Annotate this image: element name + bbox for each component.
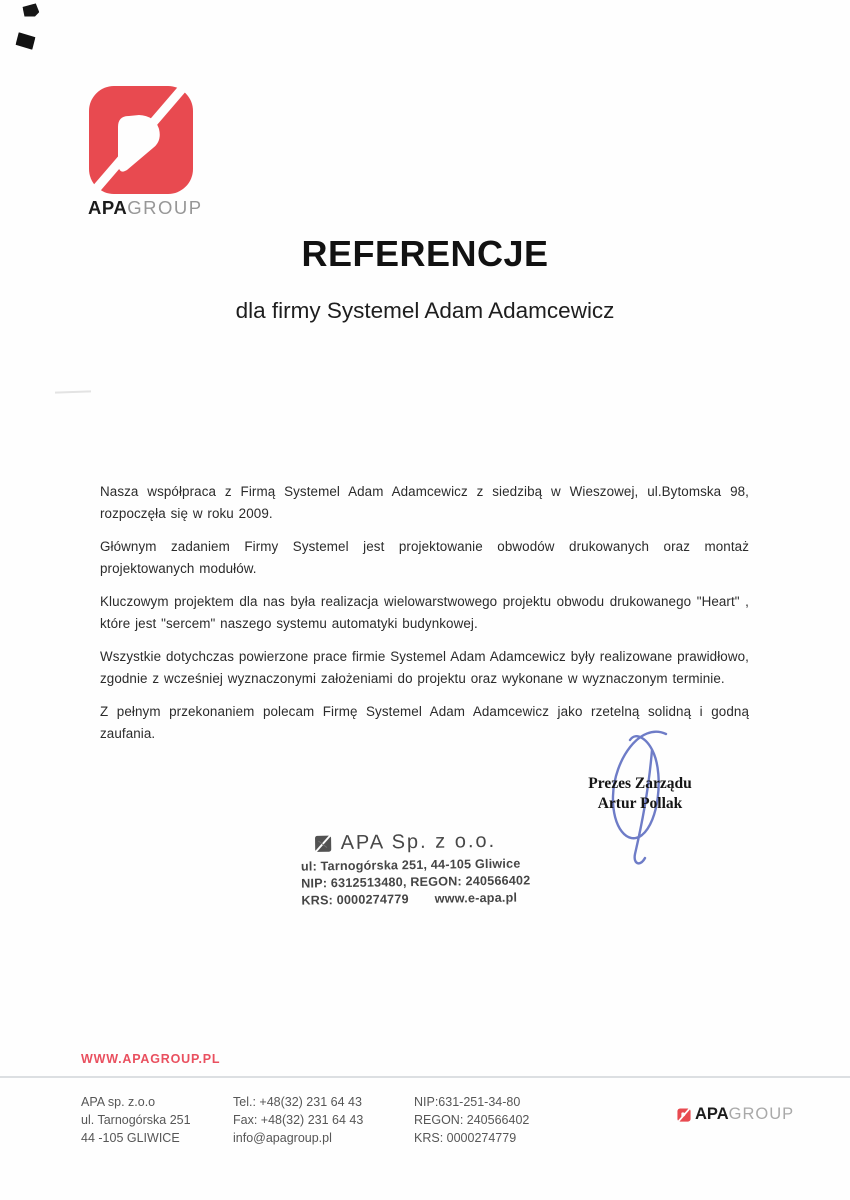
footer-website: WWW.APAGROUP.PL: [81, 1052, 221, 1066]
signature-block: [555, 774, 725, 814]
letter-paragraph: Z pełnym przekonaniem polecam Firmę Systemel Adam Adamcewicz jako rzetelną solidną i godną zaufania.: [100, 704, 749, 741]
apa-logo-icon: [88, 85, 195, 195]
stamp-company-name: APA Sp. z o.o.: [340, 829, 497, 855]
footer-krs: KRS: 0000274779: [414, 1131, 517, 1145]
footer-phone: Tel.: +48(32) 231 64 43: [233, 1095, 362, 1109]
letter-paragraph: Głównym zadaniem Firmy Systemel jest projektowanie obwodów drukowanych oraz montaż projektowanych modułów.: [100, 539, 749, 576]
letter-body: [100, 481, 749, 756]
stamp-logo-icon: [315, 835, 332, 852]
stamp-krs: KRS: 0000274779: [301, 892, 409, 908]
footer-logo-icon: [677, 1108, 691, 1122]
footer-divider: [0, 1076, 850, 1078]
letter-paragraph: Nasza współpraca z Firmą Systemel Adam Adamcewicz z siedzibą w Wieszowej, ul.Bytomska 98, rozpoczęła się w roku 2009.: [100, 484, 749, 521]
stamp-address: ul: Tarnogórska 251, 44-105 Gliwice: [300, 856, 521, 874]
letter-paragraph: Wszystkie dotychczas powierzone prace firmie Systemel Adam Adamcewicz były realizowane prawidłowo, zgodnie z wcześniej wyznaczonymi założeniami do projektu oraz wykonane w wyznaczonym terminie.: [100, 649, 749, 686]
footer-fax: Fax: +48(32) 231 64 43: [233, 1113, 364, 1127]
footer-company-city: 44 -105 GLIWICE: [81, 1131, 180, 1145]
footer-email: info@apagroup.pl: [233, 1131, 332, 1145]
letter-paragraph: Kluczowym projektem dla nas była realizacja wielowarstwowego projektu obwodu drukowanego "Heart" , które jest "sercem" naszego systemu automatyki budynkowej.: [100, 594, 749, 631]
logo-group-text: GROUP: [127, 197, 203, 218]
signature-name: Artur Pollak: [597, 795, 683, 812]
footer-logo-apa-text: APA: [695, 1105, 729, 1123]
apa-logo-wordmark: [88, 197, 203, 219]
footer-logo: [677, 1105, 794, 1124]
footer-company-name: APA sp. z.o.o: [81, 1095, 156, 1109]
scan-artifact-mark: [22, 3, 39, 18]
letter-title: REFERENCJE: [301, 233, 549, 274]
footer-logo-group-text: GROUP: [728, 1105, 795, 1123]
signature-role: Prezes Zarządu: [588, 775, 692, 792]
stamp-website: www.e-apa.pl: [434, 890, 518, 906]
footer-company-street: ul. Tarnogórska 251: [81, 1113, 191, 1127]
footer-contact-block: [233, 1093, 363, 1147]
footer-nip: NIP:631-251-34-80: [414, 1095, 521, 1109]
footer-regon: REGON: 240566402: [414, 1113, 530, 1127]
scan-artifact-line: [55, 390, 91, 393]
stamp-registry: NIP: 6312513480, REGON: 240566402: [301, 873, 531, 891]
scan-artifact-mark: [15, 32, 36, 50]
letter-subtitle: dla firmy Systemel Adam Adamcewicz: [235, 298, 615, 323]
company-stamp: [300, 829, 530, 909]
footer-registry-block: [414, 1093, 529, 1147]
logo-apa-text: APA: [88, 197, 128, 218]
footer-company-block: [81, 1093, 191, 1147]
